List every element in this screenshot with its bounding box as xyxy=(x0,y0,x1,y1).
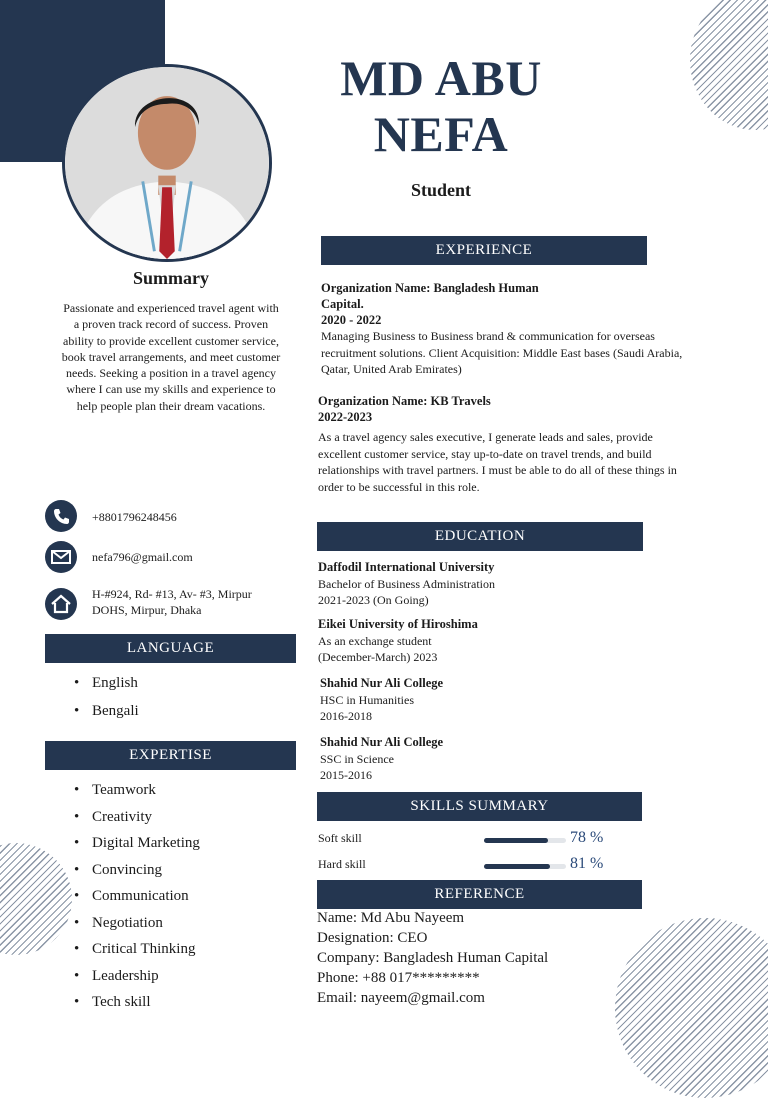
expertise-item: • Convincing xyxy=(66,860,286,887)
education-dates: (December-March) 2023 xyxy=(318,650,438,664)
expertise-item: • Negotiation xyxy=(66,913,286,940)
education-entry xyxy=(318,616,638,666)
education-entry xyxy=(320,675,640,725)
language-list xyxy=(66,672,286,728)
reference-email: Email: nayeem@gmail.com xyxy=(317,990,485,1006)
education-entry xyxy=(320,734,640,784)
school-name: Shahid Nur Ali College xyxy=(320,676,444,690)
language-heading: LANGUAGE xyxy=(45,634,296,663)
hatch-circle-top-right xyxy=(690,0,768,130)
school-name: Daffodil International University xyxy=(318,560,495,574)
expertise-heading: EXPERTISE xyxy=(45,741,296,770)
expertise-item: • Leadership xyxy=(66,966,286,993)
education-degree: HSC in Humanities xyxy=(320,692,415,707)
phone-number: +8801796248456 xyxy=(92,510,177,524)
mail-icon xyxy=(45,541,77,573)
experience-entry xyxy=(321,280,691,378)
hatch-circle-bottom-right xyxy=(615,918,768,1098)
expertise-list xyxy=(66,780,286,1019)
expertise-item: • Tech skill xyxy=(66,992,286,1019)
experience-description: Managing Business to Business brand & communication for overseas recruitment solutions. Client Acquisition: Middle East bases (Saudi Arabia, Qatar, United Arab Emirates) xyxy=(321,329,683,376)
organization-name: Organization Name: Bangladesh Human xyxy=(321,281,539,295)
skill-percent: 78 % xyxy=(570,829,604,846)
education-dates: 2015-2016 xyxy=(320,768,372,782)
reference-block xyxy=(317,908,617,1008)
experience-years: 2022-2023 xyxy=(318,410,373,424)
education-dates: 2021-2023 (On Going) xyxy=(318,593,429,607)
candidate-name xyxy=(300,50,582,162)
skill-label: Soft skill xyxy=(318,831,362,845)
name-line-1: MD ABU xyxy=(340,50,542,106)
education-entry xyxy=(318,559,638,609)
education-dates: 2016-2018 xyxy=(320,709,372,723)
reference-heading: REFERENCE xyxy=(317,880,642,909)
candidate-role: Student xyxy=(410,180,472,200)
experience-entry xyxy=(318,393,693,495)
language-item: • English xyxy=(66,672,286,700)
school-name: Eikei University of Hiroshima xyxy=(318,617,478,631)
reference-name: Name: Md Abu Nayeem xyxy=(317,910,465,926)
address-line-1: H-#924, Rd- #13, Av- #3, Mirpur xyxy=(92,587,252,601)
summary-text: Passionate and experienced travel agent with a proven track record of success. Proven ability to provide excellent customer service, book travel arrangements, and meet customer needs. Seeking a position in a travel agency where I can use my skills and experience to help people plan their dream vacations. xyxy=(61,301,281,413)
address-line-2: DOHS, Mirpur, Dhaka xyxy=(92,603,202,617)
education-degree: SSC in Science xyxy=(320,751,394,766)
skill-percent: 81 % xyxy=(570,855,604,872)
email-address: nefa796@gmail.com xyxy=(92,550,193,564)
school-name: Shahid Nur Ali College xyxy=(320,735,444,749)
skill-bar-track xyxy=(484,838,566,843)
address xyxy=(92,586,252,618)
name-line-2: NEFA xyxy=(373,106,509,162)
skill-label: Hard skill xyxy=(318,857,366,871)
reference-company: Company: Bangladesh Human Capital xyxy=(317,950,549,966)
person-photo-illustration xyxy=(65,67,269,259)
experience-description: As a travel agency sales executive, I generate leads and sales, provide excellent customer service, stay up-to-date on travel trends, and build relationships with travel partners. I must be able to do all of these things in order to be successful in this role. xyxy=(318,430,677,494)
expertise-item: • Communication xyxy=(66,886,286,913)
skill-bar-fill xyxy=(484,864,550,869)
skills-heading: SKILLS SUMMARY xyxy=(317,792,642,821)
expertise-item: • Creativity xyxy=(66,807,286,834)
expertise-item: • Digital Marketing xyxy=(66,833,286,860)
reference-phone: Phone: +88 017********* xyxy=(317,970,480,986)
experience-years: 2020 - 2022 xyxy=(321,313,382,327)
organization-name-cont: Capital. xyxy=(321,297,364,311)
education-heading: EDUCATION xyxy=(317,522,643,551)
profile-photo xyxy=(62,64,272,262)
expertise-item: • Critical Thinking xyxy=(66,939,286,966)
education-degree: As an exchange student xyxy=(318,633,432,648)
education-degree: Bachelor of Business Administration xyxy=(318,576,495,591)
expertise-item: • Teamwork xyxy=(66,780,286,807)
phone-icon xyxy=(45,500,77,532)
language-item: • Bengali xyxy=(66,700,286,728)
summary-heading: Summary xyxy=(133,268,209,288)
experience-heading: EXPERIENCE xyxy=(321,236,647,265)
skill-bar-track xyxy=(484,864,566,869)
skill-bar-fill xyxy=(484,838,548,843)
reference-designation: Designation: CEO xyxy=(317,930,428,946)
organization-name: Organization Name: KB Travels xyxy=(318,394,491,408)
home-icon xyxy=(45,588,77,620)
hatch-circle-left xyxy=(0,843,72,955)
